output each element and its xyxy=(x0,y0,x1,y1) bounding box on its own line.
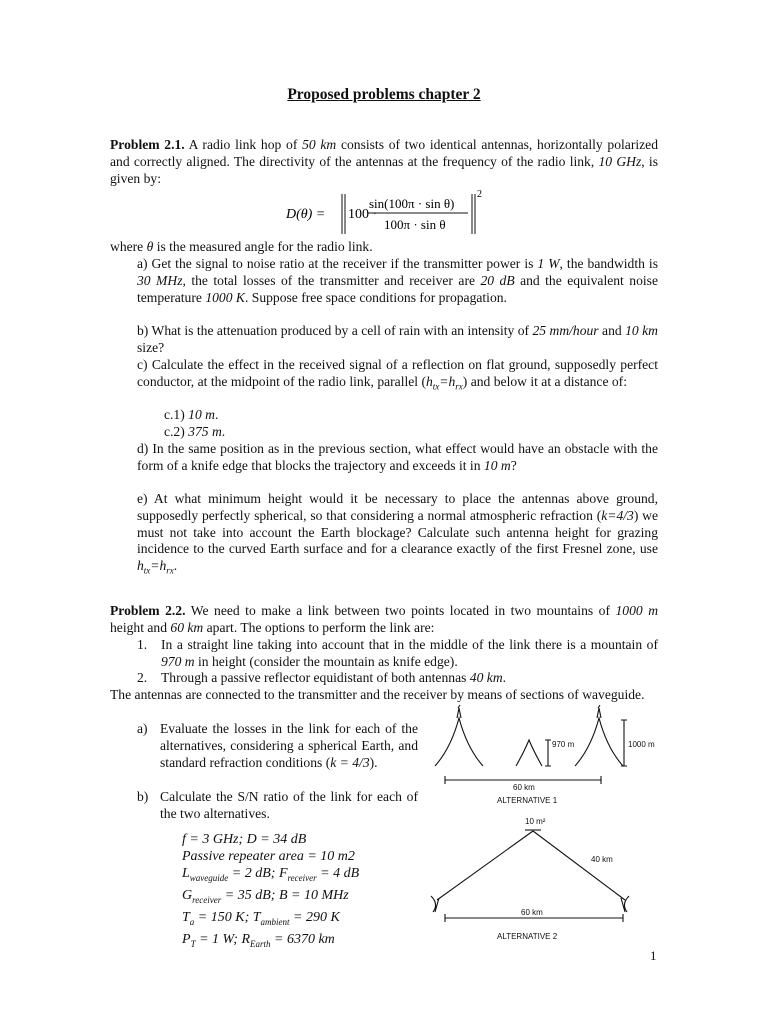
part-c1: c.1) 10 m. xyxy=(164,407,219,422)
alternative-1-caption: ALTERNATIVE 1 xyxy=(497,796,558,805)
part-a-label: a) xyxy=(137,721,148,736)
alternative-1-diagram xyxy=(435,705,627,784)
option-1-number: 1. xyxy=(137,637,148,652)
page-title: Proposed problems chapter 2 xyxy=(287,86,481,103)
parameter-line: $T_a = 150$ K; $T_{ambient} = 290$ K xyxy=(182,910,340,928)
path-left xyxy=(437,831,533,900)
where-line: where θ is the measured angle for the radio link. xyxy=(110,239,373,254)
middle-mountain xyxy=(516,740,542,766)
distance-60-label-1: 60 km xyxy=(513,783,535,792)
alternative-2-caption: ALTERNATIVE 2 xyxy=(497,932,558,941)
problem-2-2-part-a: Evaluate the losses in the link for each of the alternatives, considering a spherical Earth, and standard refraction conditions (k = 4/3). xyxy=(160,721,418,770)
parameter-line: $G_{receiver} = 35$ dB; B = 10 MHz xyxy=(182,888,349,906)
link-alternatives-figure xyxy=(425,700,665,950)
directivity-equation xyxy=(286,188,486,238)
height-1000-bracket xyxy=(621,720,627,766)
equation-denominator: 100π · sin θ xyxy=(384,217,446,232)
problem-2-1-intro: Problem 2.1. A radio link hop of 50 km consists of two identical antennas, horizontally polarized and correctly aligned. The directivity of the antennas at the frequency of the radio link, 10 GHz, is given by: xyxy=(110,137,658,186)
problem-2-1-part-e: e) At what minimum height would it be necessary to place the antennas above ground, supposedly perfectly spherical, so that considering a normal atmospheric refraction (k=4/3) we must not take into account the Earth blockage? Calculate such antenna height for grazing incidence to the curved Earth surface and for a clearance exactly of the first Fresnel zone, use $h_{tx}=h_{rx}$. xyxy=(137,491,658,576)
left-tower xyxy=(431,896,439,912)
figure-svg xyxy=(425,700,665,950)
problem-2-2-intro: Problem 2.2. We need to make a link between two points located in two mountains of 1000 m height and 60 km apart. The options to perform the link are: xyxy=(110,603,659,635)
problem-label: Problem 2.2. xyxy=(110,603,186,618)
equation-lhs: D(θ) = xyxy=(286,207,326,222)
problem-2-1-part-b: b) What is the attenuation produced by a cell of rain with an intensity of 25 mm/hour and 10 km size? xyxy=(137,323,658,355)
problem-label: Problem 2.1. xyxy=(110,137,185,152)
reflector-area-label: 10 m² xyxy=(525,817,546,826)
parameter-line: f = 3 GHz; D = 34 dB xyxy=(182,832,307,847)
parameter-line: $L_{waveguide} = 2$ dB; $F_{receiver} = 4$ dB xyxy=(182,866,360,884)
option-2-number: 2. xyxy=(137,670,148,685)
problem-2-1-part-c: c) Calculate the effect in the received signal of a reflection on flat ground, supposedly perfect conductor, at the midpoint of the radio link, parallel $(h_{tx}=h_{rx})$ and below it at a distance of: xyxy=(137,357,658,392)
part-c2: c.2) 375 m. xyxy=(164,424,226,439)
problem-2-1-part-d: d) In the same position as in the previous section, what effect would have an obstacle with the form of a knife edge that blocks the trajectory and exceeds it in 10 m? xyxy=(137,441,658,473)
part-b-label: b) xyxy=(137,789,149,804)
option-2-text: Through a passive reflector equidistant of both antennas 40 km. xyxy=(161,670,507,685)
parameters-list xyxy=(182,831,359,953)
distance-60-label-2: 60 km xyxy=(521,908,543,917)
equation-exponent: 2 xyxy=(477,189,482,200)
height-970-bracket xyxy=(545,740,551,766)
option-1-text: In a straight line taking into account that in the middle of the link there is a mountain of 970 m in height (consider the mountain as knife edge). xyxy=(161,637,658,669)
equation-factor: 100 · xyxy=(348,207,378,222)
waveguide-paragraph: The antennas are connected to the transmitter and the receiver by means of sections of waveguide. xyxy=(110,687,645,702)
equation-svg xyxy=(286,188,486,238)
height-970-label: 970 m xyxy=(552,740,575,749)
path-right xyxy=(533,831,625,900)
left-mountain xyxy=(435,718,483,766)
equation-numerator: sin(100π · sin θ) xyxy=(369,196,455,211)
parameter-line: Passive repeater area = 10 m2 xyxy=(182,849,355,865)
height-1000-label: 1000 m xyxy=(628,740,655,749)
page-number: 1 xyxy=(650,948,657,963)
side-40-label: 40 km xyxy=(591,855,613,864)
right-mountain xyxy=(575,718,623,766)
problem-2-1-part-a: a) Get the signal to noise ratio at the receiver if the transmitter power is 1 W, the bandwidth is 30 MHz, the total losses of the transmitter and receiver are 20 dB and the equivalent noise temperature 1000 K. Suppose free space conditions for propagation. xyxy=(137,256,658,305)
problem-2-2-part-b: Calculate the S/N ratio of the link for each of the two alternatives. xyxy=(160,789,418,821)
parameter-line: $P_T = 1$ W; $R_{Earth} = 6370$ km xyxy=(182,932,335,950)
